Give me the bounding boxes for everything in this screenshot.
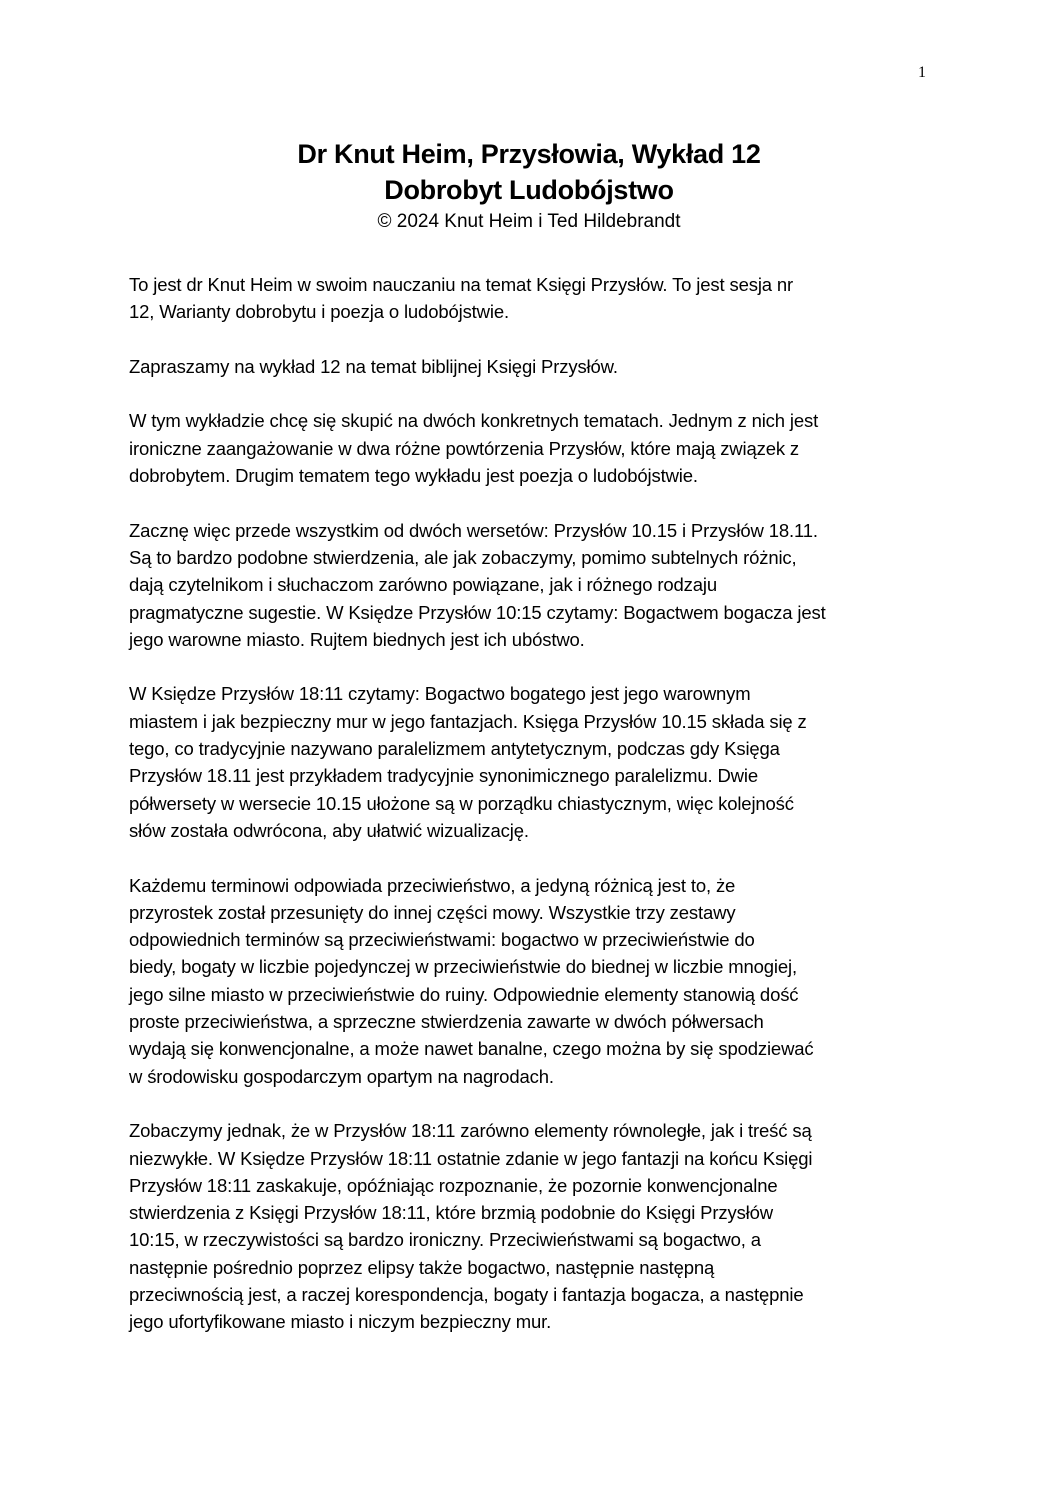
document-header [0,136,1058,236]
page-number: 1 [918,64,926,81]
paragraph-4: Zacznę więc przede wszystkim od dwóch wersetów: Przysłów 10.15 i Przysłów 18.11. Są to bardzo podobne stwierdzenia, ale jak zobaczymy, pomimo subtelnych różnic, dają czytelnikom i słuchaczom zarówno powiązane, jak i różnego rodzaju pragmatyczne sugestie. W Księdze Przysłów 10:15 czytamy: Bogactwem bogacza jest jego warowne miasto. Rujtem biednych jest ich ubóstwo. [129,519,826,650]
document-title: Dr Knut Heim, Przysłowia, Wykład 12 [297,139,761,169]
paragraph-2: Zapraszamy na wykład 12 na temat biblijnej Księgi Przysłów. [129,355,618,377]
document-body [129,271,929,1363]
paragraph-1: To jest dr Knut Heim w swoim nauczaniu na temat Księgi Przysłów. To jest sesja nr 12, Warianty dobrobytu i poezja o ludobójstwie. [129,274,794,323]
paragraph-5: W Księdze Przysłów 18:11 czytamy: Bogactwo bogatego jest jego warownym miastem i jak bezpieczny mur w jego fantazjach. Księga Przysłów 10.15 składa się z tego, co tradycyjnie nazywano paralelizmem antytetycznym, podczas gdy Księga Przysłów 18.11 jest przykładem tradycyjnie synonimicznego paralelizmu. Dwie półwersety w wersecie 10.15 ułożone są w porządku chiastycznym, więc kolejność słów została odwrócona, aby ułatwić wizualizację. [129,683,807,841]
paragraph-6: Każdemu terminowi odpowiada przeciwieństwo, a jedyną różnicą jest to, że przyrostek został przesunięty do innej części mowy. Wszystkie trzy zestawy odpowiednich terminów są przeciwieństwami: bogactwo w przeciwieństwie do biedy, bogaty w liczbie pojedynczej w przeciwieństwie do biednej w liczbie mnogiej, jego silne miasto w przeciwieństwie do ruiny. Odpowiednie elementy stanowią dość proste przeciwieństwa, a sprzeczne stwierdzenia zawarte w dwóch półwersach wydają się konwencjonalne, a może nawet banalne, czego można by się spodziewać w środowisku gospodarczym opartym na nagrodach. [129,874,814,1087]
paragraph-3: W tym wykładzie chcę się skupić na dwóch konkretnych tematach. Jednym z nich jest ironiczne zaangażowanie w dwa różne powtórzenia Przysłów, które mają związek z dobrobytem. Drugim tematem tego wykładu jest poezja o ludobójstwie. [129,410,819,487]
paragraph-7: Zobaczymy jednak, że w Przysłów 18:11 zarówno elementy równoległe, jak i treść są niezwykłe. W Księdze Przysłów 18:11 ostatnie zdanie w jego fantazji na końcu Księgi Przysłów 18:11 zaskakuje, opóźniając rozpoznanie, że pozornie konwencjonalne stwierdzenia z Księgi Przysłów 18:11, które brzmią podobnie do Księgi Przysłów 10:15, w rzeczywistości są bardzo ironiczny. Przeciwieństwami są bogactwo, a następnie pośrednio poprzez elipsy także bogactwo, następnie następną przeciwnością jest, a raczej korespondencja, bogaty i fantazja bogacza, a następnie jego ufortyfikowane miasto i niczym bezpieczny mur. [129,1120,813,1333]
document-subtitle: Dobrobyt Ludobójstwo [384,175,674,205]
copyright-notice: © 2024 Knut Heim i Ted Hildebrandt [377,211,681,232]
